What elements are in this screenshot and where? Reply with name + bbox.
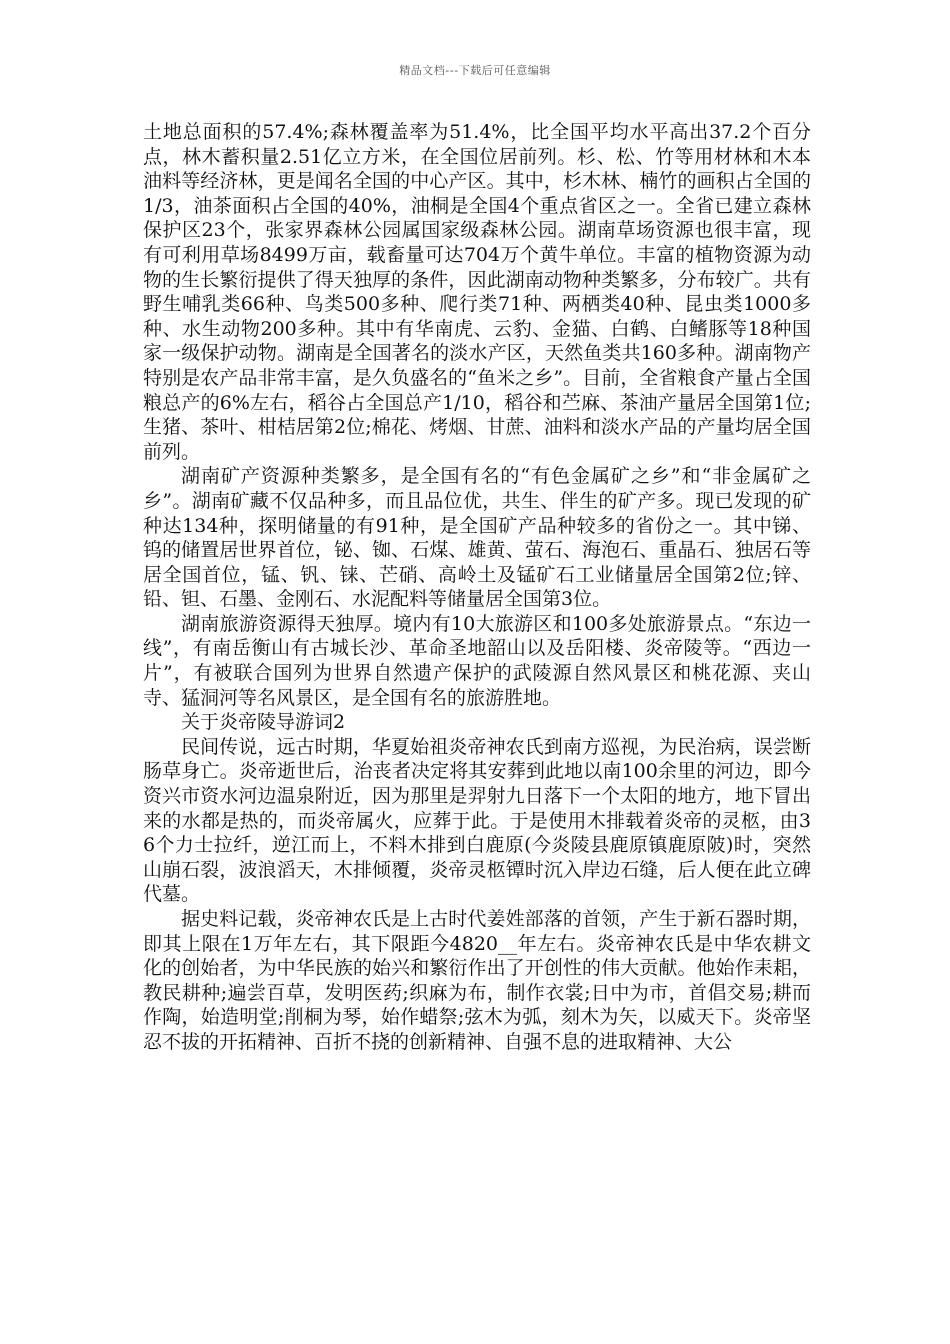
paragraph-mineral-resources: 湖南矿产资源种类繁多，是全国有名的“有色金属矿之乡”和“非金属矿之乡”。湖南矿藏不仅品种多，而且品位优，共生、伴生的矿产多。现已发现的矿种达134种，探明储量的有91种，是全国矿产品种较多的省份之一。其中锑、钨的储置居世界首位，铋、铷、石煤、雄黄、萤石、海泡石、重晶石、独居石等居全国首位，锰、钒、铼、芒硝、高岭土及锰矿石工业储量居全国第2位;锌、铅、钽、石墨、金刚石、水泥配料等储量居全国第3位。 xyxy=(143,465,811,611)
paragraph-forest-resources: 土地总面积的57.4%;森林覆盖率为51.4%，比全国平均水平高出37.2个百分点，林木蓄积量2.51亿立方米，在全国位居前列。杉、松、竹等用材林和木本油料等经济林，更是闻名全国的中心产区。其中，杉木林、楠竹的画积占全国的1/3，油茶面积占全国的40%，油桐是全国4个重点省区之一。全省已建立森林保护区23个，张家界森林公园属国家级森林公园。湖南草场资源也很丰富，现有可利用草场8499万亩，载畜量可达704万个黄牛单位。丰富的植物资源为动物的生长繁衍提供了得天独厚的条件，因此湖南动物种类繁多，分布较广。共有野生哺乳类66种、鸟类500多种、爬行类71种、两栖类40种、昆虫类1000多种、水生动物200多种。其中有华南虎、云豹、金猫、白鹤、白鳍豚等18种国家一级保护动物。湖南是全国著名的淡水产区，天然鱼类共160多种。湖南物产特别是农产品非常丰富，是久负盛名的“鱼米之乡”。目前，全省粮食产量占全国粮总产的6%左右，稻谷占全国总产1/10，稻谷和苎麻、茶油产量居全国第1位;生猪、茶叶、柑桔居第2位;棉花、烤烟、甘蔗、油料和淡水产品的产量均居全国前列。 xyxy=(143,121,811,463)
paragraph-legend: 民间传说，远古时期，华夏始祖炎帝神农氏到南方巡视，为民治病，误尝断肠草身亡。炎帝逝世后，治丧者决定将其安葬到此地以南100余里的河边，即今资兴市资水河边温泉附近，因为那里是羿射九日落下一个太阳的地方，地下冒出来的水都是热的，而炎帝属火，应葬于此。于是使用木排载着炎帝的灵柩，由36个力士拉纤，逆江而上，不料木排到白鹿原(今炎陵县鹿原镇鹿原陂)时，突然山崩石裂，波浪滔天，木排倾覆，炎帝灵柩镡时沉入岸边石缝，后人便在此立碑代墓。 xyxy=(143,735,811,906)
paragraph-history: 据史料记载，炎帝神农氏是上古时代姜姓部落的首领，产生于新石器时期，即其上限在1万年左右，其下限距今4820__年左右。炎帝神农氏是中华农耕文化的创始者，为中华民族的始兴和繁衍作出了开创性的伟大贡献。他始作耒耜，教民耕种;遍尝百草，发明医药;织麻为布，制作衣裳;日中为市，首倡交易;耕而作陶，始造明堂;削桐为琴，始作蜡祭;弦木为弧，刻木为矢，以威天下。炎帝坚忍不拔的开拓精神、百折不挠的创新精神、自强不息的进取精神、大公 xyxy=(143,908,811,1053)
section-heading: 关于炎帝陵导游词2 xyxy=(181,711,346,734)
document-body xyxy=(143,120,811,1055)
paragraph-tourism-resources: 湖南旅游资源得天独厚。境内有10大旅游区和100多处旅游景点。“东边一线”，有南岳衡山有古城长沙、革命圣地韶山以及岳阳楼、炎帝陵等。“西边一片”，有被联合国列为世界自然遗产保护的武陵源自然风景区和桃花源、夹山寺、猛洞河等名风景区，是全国有名的旅游胜地。 xyxy=(143,612,811,709)
page-header: 精品文档---下载后可任意编辑 xyxy=(399,64,551,77)
